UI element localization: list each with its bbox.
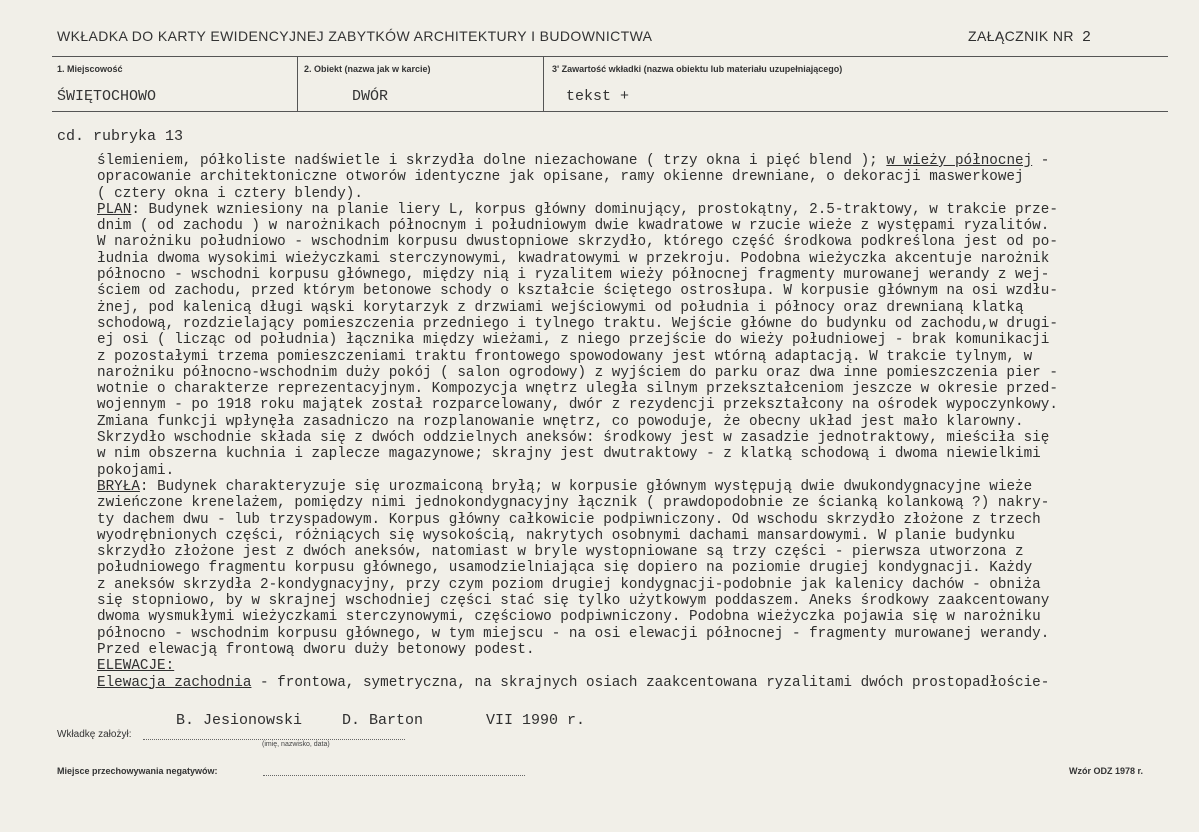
place-value: ŚWIĘTOCHOWO bbox=[57, 88, 157, 105]
text-line: wojennym - po 1918 roku majątek został rozparcelowany, dwór z rezydencji przekształcony na ośrodek wypoczynkowy. bbox=[97, 397, 1058, 414]
content-label: 3' Zawartość wkładki (nazwa obiektu lub materiału uzupełniającego) bbox=[552, 64, 843, 74]
field-separator-1 bbox=[297, 57, 298, 111]
text-line: dnim ( od zachodu ) w narożnikach północnym i południowym dwie kwadratowe w rzucie wieże z występami ryzalitów. bbox=[97, 218, 1050, 235]
text-line: Elewacja zachodnia - frontowa, symetryczna, na skrajnych osiach zaakcentowana ryzalitami dwóch prostopadłoście- bbox=[97, 674, 1050, 691]
text-line: z aneksów skrzydła 2-kondygnacyjny, przy czym poziom drugiej kondygnacji-podobnie jak kalenicy dachów - obniża bbox=[97, 576, 1041, 593]
negatives-storage-line bbox=[263, 775, 525, 776]
text-line: Skrzydło wschodnie składa się z dwóch oddzielnych aneksów: środkowy jest w zasadzie jednotraktowy, mieściła się bbox=[97, 430, 1050, 447]
field-separator-2 bbox=[543, 57, 544, 111]
text-line: się stopniowo, by w skrajnej wschodniej części stać się tylko użytkowym poddaszem. Aneks środkowy zaakcentowany bbox=[97, 593, 1050, 610]
text-line: wyodrębnionych części, różniących się wysokością, nakrytych osobnymi dachami mansardowymi. W planie budynku bbox=[97, 527, 1016, 544]
underlined-heading: Elewacja zachodnia bbox=[97, 674, 252, 691]
text-line: ej osi ( licząc od południa) łącznika między wieżami, z niego przejście do wieży południowej - brak komunikacji bbox=[97, 332, 1050, 349]
text-line bbox=[97, 658, 1187, 674]
continuation-heading: cd. rubryka 13 bbox=[57, 128, 184, 145]
text-line: ty dachem dwu - lub trzyspadowym. Korpus główny całkowicie podpiwniczony. Od wschodu skrzydło złożone z trzech bbox=[97, 511, 1041, 528]
annex-number bbox=[968, 28, 1091, 46]
prepared-by-hint: (imię, nazwisko, data) bbox=[262, 741, 330, 748]
text-line: Przed elewacją frontową dworu duży betonowy podest. bbox=[97, 641, 535, 658]
text-line: narożniku północno-wschodnim duży pokój ( salon ogrodowy) z wyjściem do parku oraz dwa inne pomieszczenia pier - bbox=[97, 364, 1058, 381]
text-line: łudnia dwoma wysokimi wieżyczkami sterczynowymi, kwadratowymi w przekroju. Podobna wieżyczka akcentuje narożnik bbox=[97, 250, 1050, 267]
text-line: zwieńczone krenelażem, pomiędzy nimi jednokondygnacyjny łącznik ( prawdopodobnie ze ścianką kolankową ?) nakry- bbox=[97, 495, 1050, 512]
text-line: dwoma wysmukłymi wieżyczkami sterczynowymi, częściowo podpiwniczony. Podobna wieżyczka pojawia się w narożniku bbox=[97, 609, 1041, 626]
fields-divider bbox=[52, 111, 1168, 112]
text-line: żnej, pod kalenicą długi wąski korytarzyk z drzwiami wejściowymi od południa i północy oraz drewnianą klatką bbox=[97, 299, 1024, 316]
prepared-by-name-2: D. Barton bbox=[342, 712, 424, 729]
underlined-heading: BRYŁA bbox=[97, 478, 140, 495]
text-line: pokojami. bbox=[97, 462, 175, 479]
prepared-by-name-1: B. Jesionowski bbox=[176, 712, 303, 729]
text-line: opracowanie architektoniczne otworów identyczne jak opisane, ramy okienne drewniane, o dekoracji maswerkowej bbox=[97, 169, 1024, 186]
text-line: północno - wschodnim korpusu głównego, w tym miejscu - na osi elewacji północnej - fragmenty murowanej werandy. bbox=[97, 625, 1050, 642]
text-line: BRYŁA: Budynek charakteryzuje się urozmaiconą bryłą; w korpusie głównym występują dwie dwukondygnacyjne wieże bbox=[97, 478, 1033, 495]
header-divider bbox=[52, 56, 1168, 57]
text-line: ślemieniem, półkoliste nadświetle i skrzydła dolne niezachowane ( trzy okna i pięć blend ); w wieży północnej - bbox=[97, 153, 1050, 169]
underlined-heading: w wieży północnej bbox=[886, 153, 1033, 169]
text-line: z pozostałymi trzema pomieszczeniami traktu frontowego spowodowany jest wtórną adaptacją. W trakcie tylnym, w bbox=[97, 348, 1033, 365]
text-line: Zmiana funkcji wpłynęła zasadniczo na rozplanowanie wnętrz, co powoduje, że obecny układ jest mało klarowny. bbox=[97, 413, 1024, 430]
underlined-heading: ELEWACJE: bbox=[97, 658, 175, 675]
object-value: DWÓR bbox=[352, 88, 389, 105]
text-line: ( cztery okna i cztery blendy). bbox=[97, 185, 363, 202]
content-value: tekst + bbox=[566, 88, 630, 105]
annex-label: ZAŁĄCZNIK NR bbox=[968, 28, 1074, 44]
object-label: 2. Obiekt (nazwa jak w karcie) bbox=[304, 64, 431, 74]
underlined-heading: PLAN bbox=[97, 201, 132, 218]
text-line: wotnie o charakterze reprezentacyjnym. Kompozycja wnętrz uległa silnym przekształceniom jeszcze w okresie przed- bbox=[97, 381, 1058, 398]
description-text bbox=[97, 153, 1187, 691]
form-number: Wzór ODZ 1978 r. bbox=[1069, 766, 1144, 776]
prepared-date: VII 1990 r. bbox=[486, 712, 586, 729]
text-line: skrzydło złożone jest z dwóch aneksów, natomiast w bryle wystopniowane są trzy części - pierwsza utworzona z bbox=[97, 544, 1024, 561]
negatives-storage-label: Miejsce przechowywania negatywów: bbox=[57, 766, 218, 776]
text-line: PLAN: Budynek wzniesiony na planie liery L, korpus główny dominujący, prostokątny, 2.5-traktowy, w trakcie prze- bbox=[97, 201, 1058, 218]
prepared-by-label: Wkładkę założył: bbox=[57, 729, 132, 740]
text-line: południowego fragmentu korpusu głównego, usamodzielniająca się dopiero na poziomie drugiej kondygnacji. Każdy bbox=[97, 560, 1033, 577]
text-line: ściem od zachodu, przed którym betonowe schody o kształcie ściętego ostrosłupa. W korpusie głównym na osi wzdłu- bbox=[97, 283, 1058, 300]
form-title: WKŁADKA DO KARTY EWIDENCYJNEJ ZABYTKÓW ARCHITEKTURY I BUDOWNICTWA bbox=[57, 28, 653, 44]
text-line: W narożniku południowo - wschodnim korpusu dwustopniowe skrzydło, którego część środkowa podkreślona jest od po- bbox=[97, 234, 1058, 251]
text-line: północno - wschodni korpusu głównego, między nią i ryzalitem wieży północnej fragmenty murowanej werandy z wej- bbox=[97, 267, 1050, 284]
text-line: schodową, rozdzielający pomieszczenia przedniego i tylnego traktu. Wejście główne do budynku od zachodu,w drugi- bbox=[97, 315, 1058, 332]
prepared-by-line bbox=[143, 739, 405, 740]
text-line: w nim obszerna kuchnia i zaplecze magazynowe; skrajny jest dwutraktowy - z klatką schodową i dwoma niewielkimi bbox=[97, 446, 1041, 463]
place-label: 1. Miejscowość bbox=[57, 64, 123, 74]
annex-number-value: 2 bbox=[1081, 29, 1092, 46]
